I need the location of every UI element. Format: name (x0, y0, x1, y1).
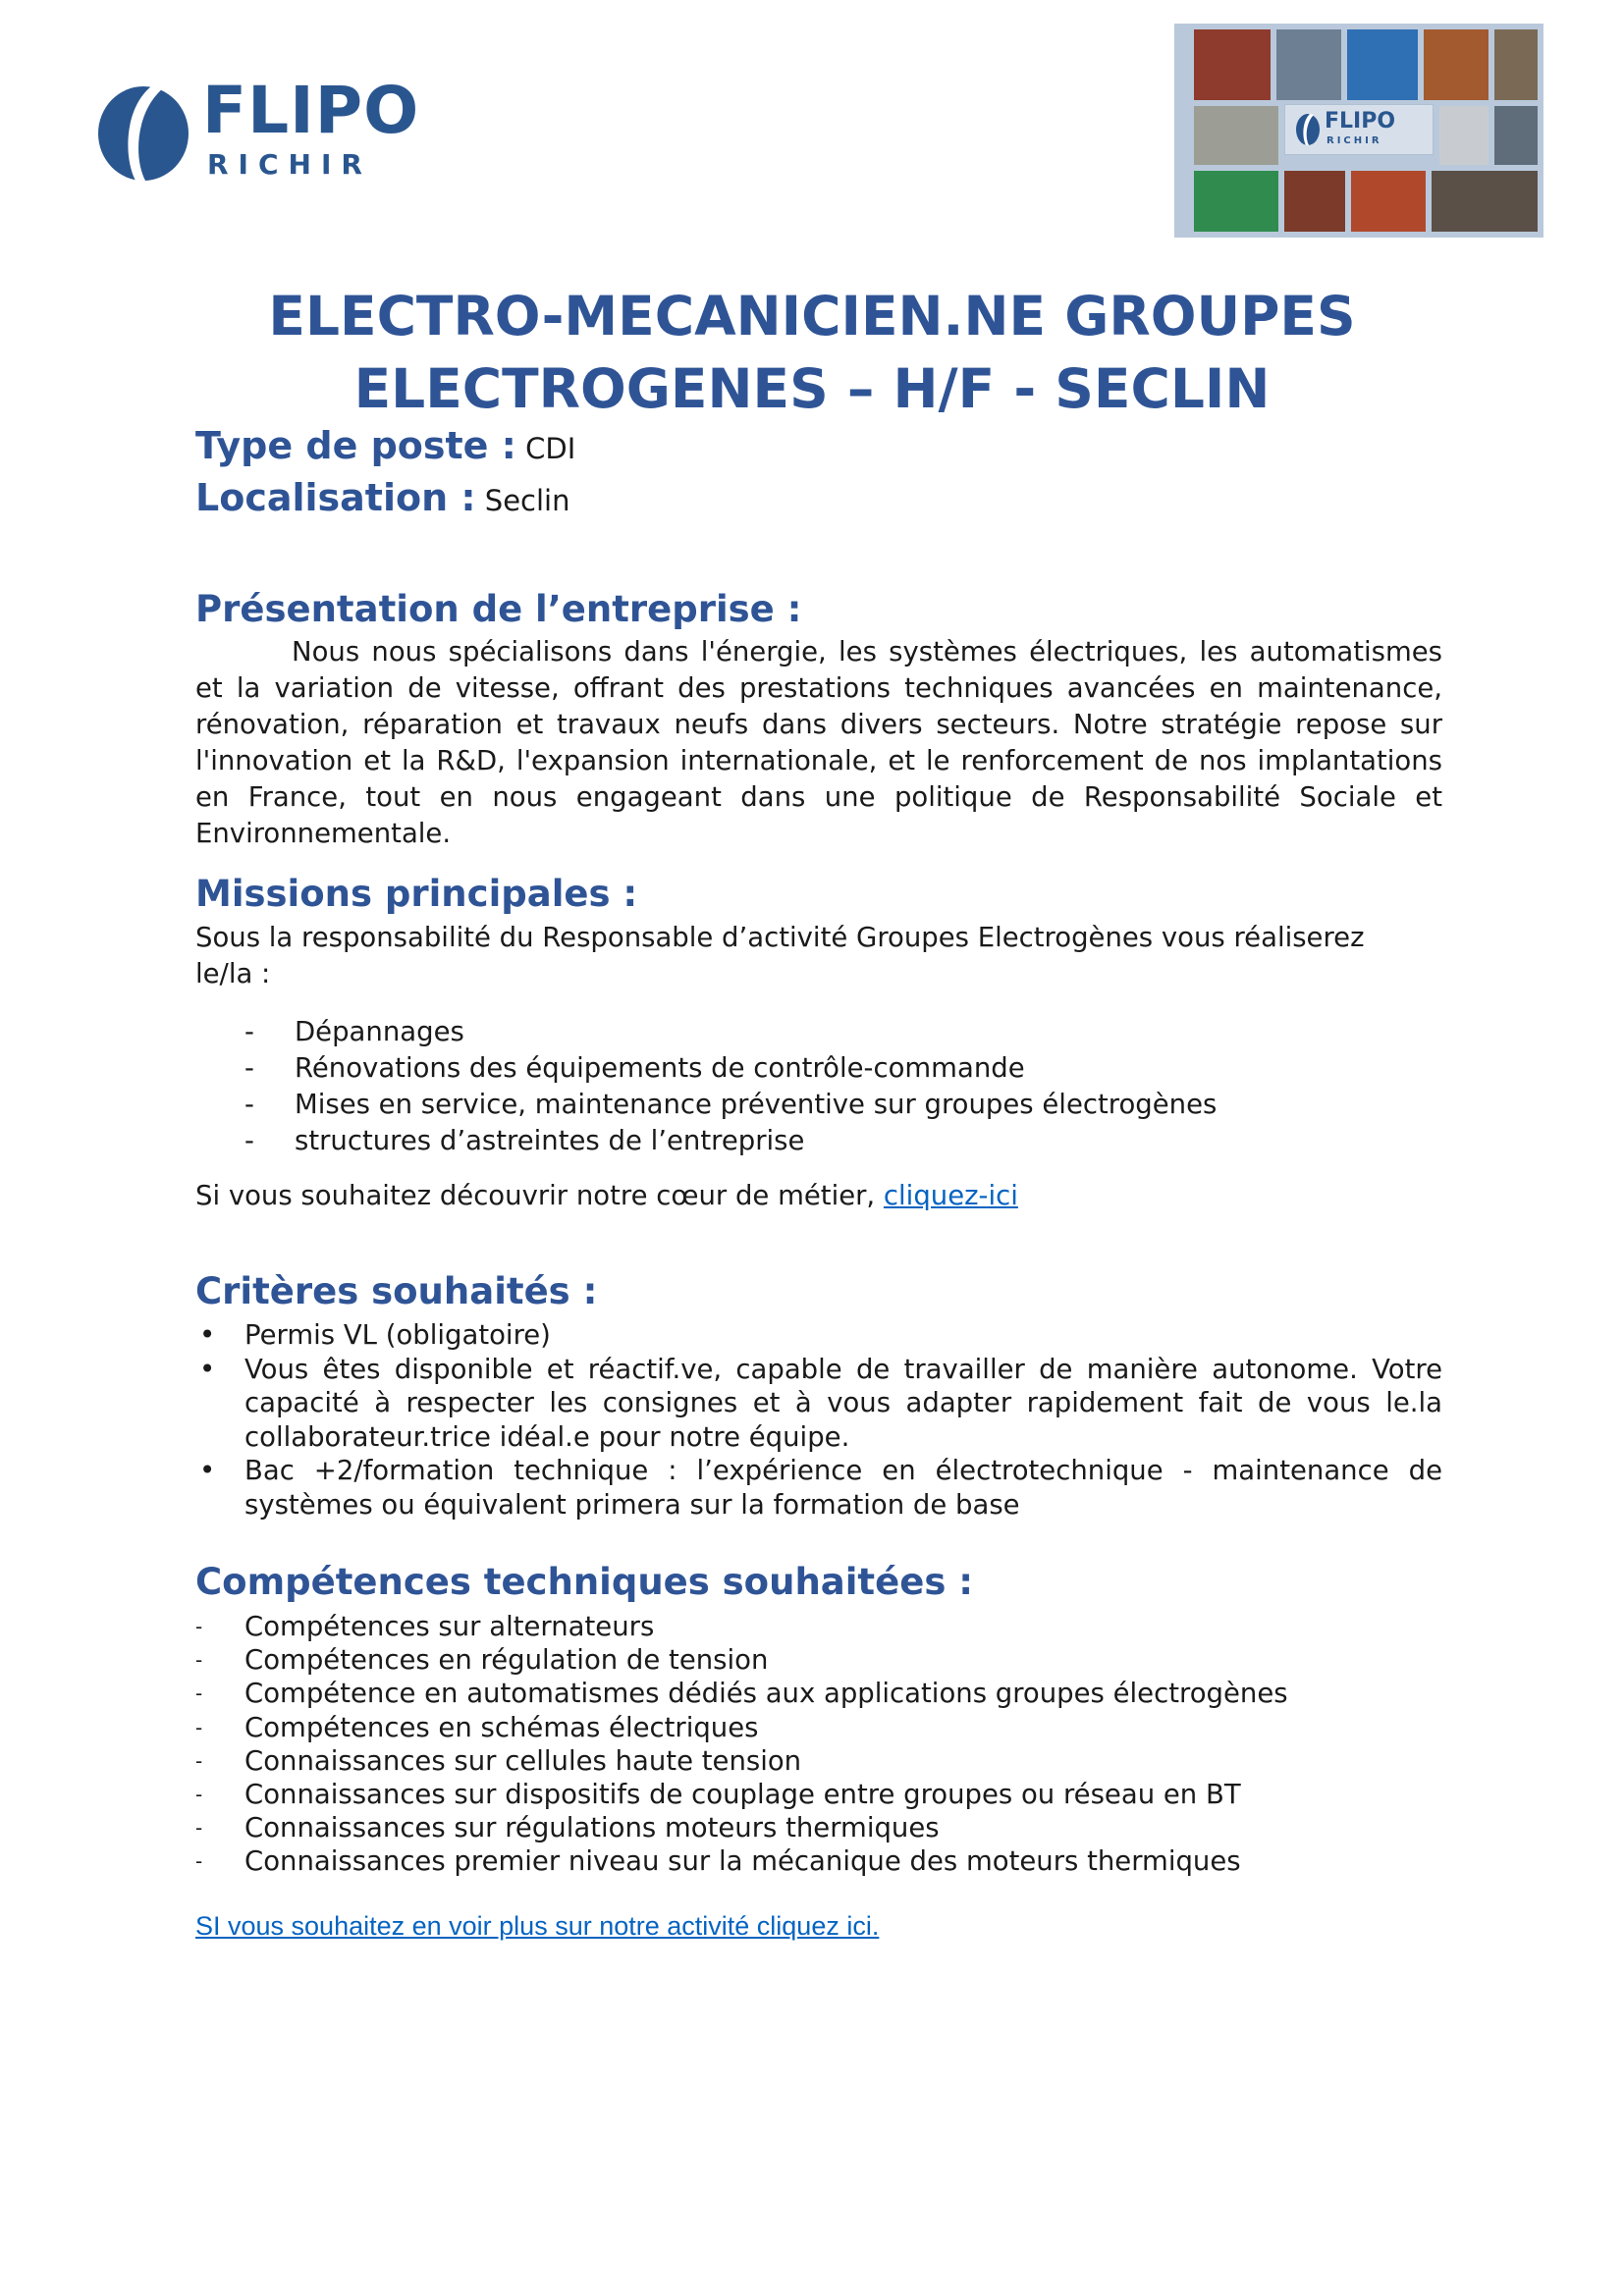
list-item (195, 1318, 1442, 1353)
list-item (195, 1711, 1442, 1744)
list-item (195, 1844, 1442, 1878)
bullet-marker: • (199, 1353, 216, 1385)
criteria-heading: Critères souhaités : (195, 1270, 598, 1312)
list-item (195, 1778, 1442, 1811)
list-item (195, 1123, 1442, 1159)
collage-logo-subtitle: RICHIR (1326, 135, 1382, 146)
list-item (195, 1353, 1442, 1455)
list-dash-marker: - (244, 1089, 254, 1120)
skill-text: Compétences sur alternateurs (244, 1611, 655, 1642)
skill-text: Compétences en schémas électriques (244, 1711, 759, 1743)
mission-text: Rénovations des équipements de contrôle-commande (295, 1052, 1025, 1084)
discover-text: Si vous souhaitez découvrir notre cœur de métier, (195, 1180, 884, 1211)
criterion-text: Bac +2/formation technique : l’expérience en électrotechnique - maintenance de systèmes ou équivalent primera sur la formation de base (244, 1455, 1442, 1521)
skill-text: Connaissances sur cellules haute tension (244, 1744, 802, 1777)
missions-intro: Sous la responsabilité du Responsable d’activité Groupes Electrogènes vous réaliserez le/la : (195, 922, 1365, 989)
list-item (195, 1811, 1442, 1844)
bullet-marker: • (199, 1455, 216, 1486)
list-item (195, 1677, 1442, 1710)
list-dash-marker: - (244, 1016, 254, 1047)
list-item (195, 1014, 1442, 1050)
mission-text: structures d’astreintes de l’entreprise (295, 1125, 805, 1156)
mission-text: Mises en service, maintenance préventive sur groupes électrogènes (295, 1089, 1218, 1120)
activity-link[interactable]: SI vous souhaitez en voir plus sur notre activité cliquez ici. (195, 1911, 880, 1941)
list-item (195, 1454, 1442, 1522)
list-dash-marker: - (195, 1615, 203, 1638)
list-dash-marker: - (195, 1783, 203, 1807)
criterion-text: Permis VL (obligatoire) (244, 1319, 551, 1351)
logo-wordmark: FLIPO (202, 73, 420, 148)
presentation-heading: Présentation de l’entreprise : (195, 588, 802, 630)
list-item (195, 1643, 1442, 1677)
industrial-photo-collage (1174, 24, 1543, 238)
skill-text: Connaissances sur régulations moteurs thermiques (244, 1812, 940, 1844)
skill-text: Connaissances sur dispositifs de couplage entre groupes ou réseau en BT (244, 1779, 1241, 1811)
job-title-line-1: ELECTRO-MECANICIEN.NE GROUPES (268, 285, 1356, 347)
list-dash-marker: - (195, 1648, 203, 1673)
criterion-text: Vous êtes disponible et réactif.ve, capable de travailler de manière autonome. Votre capacité à respecter les consignes et à vous adapter rapidement fait de vous le.la collaborateur.trice idéal.e pour notre équipe. (244, 1353, 1442, 1453)
skill-text: Compétences en régulation de tension (244, 1644, 769, 1677)
list-dash-marker: - (195, 1849, 203, 1874)
job-title-line-2: ELECTROGENES – H/F - SECLIN (353, 357, 1271, 420)
collage-logo-wordmark: FLIPO (1325, 109, 1396, 133)
logo-subtitle: RICHIR (207, 148, 372, 181)
job-title (196, 280, 1428, 425)
contract-type-label: Type de poste : (195, 424, 516, 467)
company-logo (94, 73, 438, 187)
list-item (195, 1050, 1442, 1087)
logo-swoosh-icon (94, 84, 192, 183)
list-dash-marker: - (244, 1052, 254, 1084)
bullet-marker: • (199, 1319, 216, 1351)
skills-list (195, 1610, 1442, 1879)
list-item (195, 1610, 1442, 1643)
list-dash-marker: - (195, 1682, 203, 1706)
skill-text: Compétence en automatismes dédiés aux applications groupes électrogènes (244, 1678, 1288, 1710)
contract-type-value: CDI (525, 432, 576, 465)
mission-text: Dépannages (295, 1016, 464, 1047)
list-dash-marker: - (195, 1816, 203, 1841)
list-item (195, 1744, 1442, 1778)
missions-list (195, 1014, 1442, 1159)
contract-type (195, 424, 575, 467)
list-item (195, 1087, 1442, 1123)
collage-logo-badge (1284, 104, 1434, 155)
job-location-value: Seclin (484, 484, 570, 517)
job-location (195, 476, 570, 519)
mini-logo-icon (1295, 113, 1321, 150)
list-dash-marker: - (195, 1715, 203, 1739)
missions-heading: Missions principales : (195, 873, 638, 915)
skill-text: Connaissances premier niveau sur la mécanique des moteurs thermiques (244, 1845, 1241, 1878)
criteria-list (195, 1318, 1442, 1522)
list-dash-marker: - (244, 1125, 254, 1156)
list-dash-marker: - (195, 1748, 203, 1773)
discover-line (195, 1178, 1442, 1214)
presentation-text: Nous nous spécialisons dans l'énergie, les systèmes électriques, les automatismes et la variation de vitesse, offrant des prestations techniques avancées en maintenance, rénovation, réparation et travaux neufs dans divers secteurs. Notre stratégie repose sur l'innovation et la R&D, l'expansion internationale, et le renforcement de nos implantations en France, tout en nous engageant dans une politique de Responsabilité Sociale et Environnementale. (195, 636, 1442, 849)
job-location-label: Localisation : (195, 476, 476, 519)
discover-link[interactable]: cliquez-ici (883, 1180, 1018, 1211)
skills-heading: Compétences techniques souhaitées : (195, 1561, 974, 1603)
